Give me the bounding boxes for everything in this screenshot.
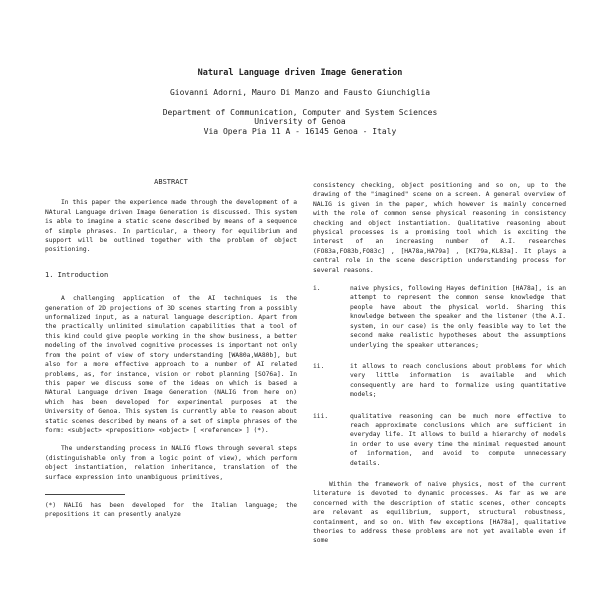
abstract-text: In this paper the experience made through the development of a NAtural Language driven Image Generation is discussed. This system is able to imagine a static scene described by means of a sequence of simple phrases. In particular, a theory for equilibrium and support will be outlined together with the problem of object positioning.	[45, 199, 297, 254]
list-item-text: qualitative reasoning can be much more effective to reach approximate conclusions which are sufficient in everyday life. It allows to build a hierarchy of models in order to use every time the minimal requested amount of information, and avoid to compute unnecessary details.	[350, 412, 566, 467]
list-marker: ii.	[313, 362, 325, 370]
reasons-list	[313, 284, 566, 468]
right-paragraph-2: Within the framework of naive physics, most of the current literature is devoted to dynamic processes. As far as we are concerned with the description of static scenes, other concepts are relevant as equilibrium, support, structural robustness, containment, and so on. With few exceptions [HA78a], qualitative theories to address these problems are not yet available even if some	[313, 480, 566, 545]
affiliation-address: Via Opera Pia 11 A - 16145 Genoa - Italy	[203, 127, 397, 136]
list-item-text: naive physics, following Hayes definition [HA78a], is an attempt to represent the common sense knowledge that people have about the physical world. Sharing this knowledge between the speaker and the listener (the A.I. system, in our case) is the only feasible way to let the second make realistic hypotheses about the assumptions underlying the speaker utterances;	[350, 285, 566, 349]
affiliation-university: University of Genoa	[254, 117, 346, 126]
list-item	[313, 412, 566, 468]
right-paragraph-1: consistency checking, object positioning and so on, up to the drawing of the "imagined" scene on a screen. A general overview of NALIG is given in the paper, which however is mainly concerned with the role of common sense physical reasoning in consistency checking and object instantiation. Qualitative reasoning about physical processes is a promising tool which is exciting the interest of an increasing number of A.I. researches (FO83a,FO83b,FO83c] , [HA78a,HA79a] , [KI79a,KL83a]. It plays a central role in the scene description understanding process for several reasons.	[313, 182, 566, 274]
footnote: (*) NALIG has been developed for the Italian language; the prepositions it can presently analyze	[45, 501, 297, 518]
list-marker: iii.	[313, 412, 329, 420]
introduction-paragraph-2: The understanding process in NALIG flows through several steps (distinguishable only from a logic point of view), which perform object instantiation, relation inheritance, translation of the surface expression into unambiguous primitives,	[45, 445, 297, 481]
paper-authors: Giovanni Adorni, Mauro Di Manzo and Fausto Giunchiglia	[169, 88, 431, 97]
right-column	[313, 181, 566, 555]
list-item	[313, 362, 566, 400]
affiliation-department: Department of Communication, Computer and System Sciences	[162, 108, 438, 117]
list-item-text: it allows to reach conclusions about problems for which very little information is available and which consequently are hard to formalize using quantitative models;	[350, 362, 566, 399]
introduction-heading: 1. Introduction	[45, 270, 109, 279]
list-marker: i.	[313, 285, 321, 293]
footnote-divider	[45, 494, 125, 495]
list-item	[313, 284, 566, 350]
left-column	[45, 178, 297, 528]
paper-title: Natural Language driven Image Generation	[197, 68, 403, 78]
introduction-paragraph-1: A challenging application of the AI techniques is the generation of 2D projections of 3D scenes starting from a possibly unformalized input, as a natural language description. Apart from the practically unlimited simulation capabilities that a tool of this kind could give people working in the show business, a better modeling of the involved cognitive processes is important not only from the point of view of story understanding [WA80a,WA80b], but also for a more effective approach to a number of AI related problems, as, for instance, vision or robot planning [SO76a]. In this paper we discuss some of the ideas on which is based a NAtural Language driven Image Generation (NALIG from here on) which has been developed for experimental purposes at the University of Genoa. This system is currently able to reason about static scenes described by means of a set of simple phrases of the form: <subject> <preposition> <object> [ <reference> ] (*).	[45, 295, 297, 434]
abstract-heading: ABSTRACT	[154, 178, 188, 186]
